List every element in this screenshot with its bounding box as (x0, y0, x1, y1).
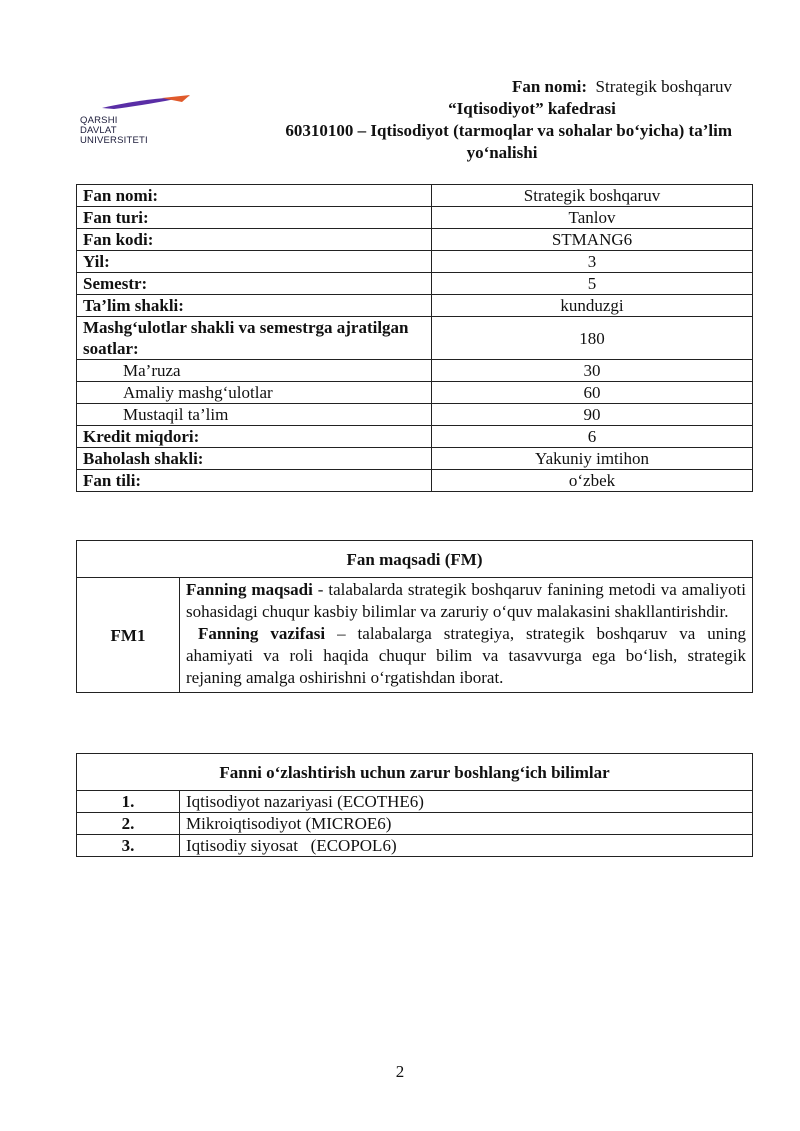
header-subject (212, 76, 732, 98)
info-row (77, 470, 753, 492)
prereq-number: 1. (77, 791, 180, 813)
info-key: Kredit miqdori: (77, 426, 432, 448)
info-value: Yakuniy imtihon (432, 448, 753, 470)
info-row (77, 317, 753, 360)
task-label: Fanning vazifasi (197, 624, 326, 643)
info-row (77, 360, 753, 382)
info-value: 90 (432, 404, 753, 426)
info-row (77, 426, 753, 448)
prereq-table-title: Fanni o‘zlashtirish uchun zarur boshlang‘ich bilimlar (77, 754, 753, 791)
aim-table-title: Fan maqsadi (FM) (77, 541, 753, 578)
info-row (77, 273, 753, 295)
info-key: Ma’ruza (77, 360, 432, 382)
info-key: Mashg‘ulotlar shakli va semestrga ajratilgan soatlar: (77, 317, 432, 360)
aim-description (180, 578, 753, 693)
university-logo (80, 94, 192, 150)
header-program-line-2: yo‘nalishi (466, 143, 538, 162)
aim-code: FM1 (77, 578, 180, 693)
prereq-number: 3. (77, 835, 180, 857)
info-row (77, 382, 753, 404)
info-key: Ta’lim shakli: (77, 295, 432, 317)
page-number: 2 (395, 1062, 405, 1081)
header-department: “Iqtisodiyot” kafedrasi (448, 99, 616, 118)
prereq-row (77, 835, 753, 857)
course-info-table (76, 184, 753, 492)
header-program-line-1: 60310100 – Iqtisodiyot (tarmoqlar va sohalar bo‘yicha) ta’lim (285, 121, 732, 140)
info-value: 30 (432, 360, 753, 382)
header-subject-value: Strategik boshqaruv (595, 77, 732, 96)
goal-label: Fanning maqsadi (186, 580, 313, 599)
info-key: Yil: (77, 251, 432, 273)
info-value: o‘zbek (432, 470, 753, 492)
course-aim-table (76, 540, 753, 693)
info-key: Fan kodi: (77, 229, 432, 251)
info-row (77, 229, 753, 251)
logo-text (80, 116, 148, 146)
prereq-text: Iqtisodiy siyosat (ECOPOL6) (180, 835, 753, 857)
info-value: Strategik boshqaruv (432, 185, 753, 207)
info-key: Fan tili: (77, 470, 432, 492)
logo-line-1: QARSHI (80, 115, 118, 126)
info-row (77, 185, 753, 207)
info-value: Tanlov (432, 207, 753, 229)
info-value: 5 (432, 273, 753, 295)
prereq-header-row (77, 754, 753, 791)
info-row (77, 295, 753, 317)
info-value: 3 (432, 251, 753, 273)
prereq-row (77, 813, 753, 835)
info-key: Amaliy mashg‘ulotlar (77, 382, 432, 404)
goal-text: - talabalarda strategik boshqaruv fanining metodi va amaliyoti sohasidagi chuqur kasbiy bilimlar va zaruriy o‘quv malakasini shakllantirishdir. (186, 580, 746, 621)
prereq-number: 2. (77, 813, 180, 835)
aim-header-row (77, 541, 753, 578)
info-value: kunduzgi (432, 295, 753, 317)
info-key: Baholash shakli: (77, 448, 432, 470)
prerequisites-table (76, 753, 753, 857)
info-value: 6 (432, 426, 753, 448)
info-row (77, 448, 753, 470)
prereq-text: Iqtisodiyot nazariyasi (ECOTHE6) (180, 791, 753, 813)
info-key: Fan nomi: (77, 185, 432, 207)
info-key: Fan turi: (77, 207, 432, 229)
info-row (77, 207, 753, 229)
logo-swoosh-icon (102, 94, 192, 116)
info-row (77, 404, 753, 426)
document-header (212, 76, 732, 164)
info-row (77, 251, 753, 273)
info-key: Mustaqil ta’lim (77, 404, 432, 426)
info-value: 180 (432, 317, 753, 360)
info-key: Semestr: (77, 273, 432, 295)
prereq-row (77, 791, 753, 813)
logo-line-2: DAVLAT (80, 125, 117, 136)
logo-line-3: UNIVERSITETI (80, 135, 148, 146)
task-text: – talabalarga strategiya, strategik boshqaruv va uning ahamiyati va roli haqida chuqur bilim va tasavvurga ega bo‘lish, strategik rejaning amalga oshirishni o‘rgatishdan iborat. (186, 624, 747, 687)
info-value: STMANG6 (432, 229, 753, 251)
aim-row (77, 578, 753, 693)
prereq-text: Mikroiqtisodiyot (MICROE6) (180, 813, 753, 835)
info-value: 60 (432, 382, 753, 404)
header-subject-label: Fan nomi: (511, 77, 588, 96)
